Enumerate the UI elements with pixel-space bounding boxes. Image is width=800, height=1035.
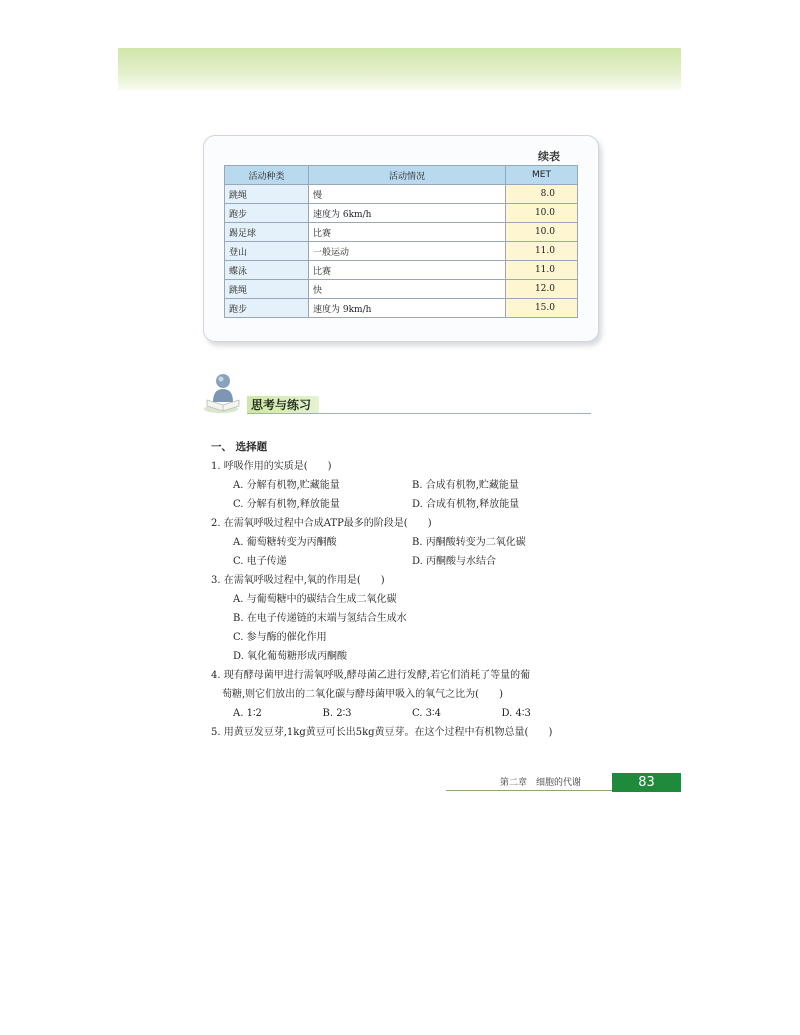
cell-detail: 慢 (309, 185, 506, 204)
option-a: A. 1∶2 (233, 708, 262, 719)
question-stem: 4. 现有酵母菌甲进行需氧呼吸,酵母菌乙进行发酵,若它们消耗了等量的葡 (211, 670, 531, 681)
option-c: C. 3∶4 (412, 708, 441, 719)
cell-met: 8.0 (506, 185, 578, 204)
table-row (225, 204, 578, 223)
cell-met: 10.0 (506, 223, 578, 242)
question-4 (211, 666, 591, 723)
option-row (211, 704, 591, 723)
cell-met: 11.0 (506, 242, 578, 261)
page-number: 83 (612, 773, 681, 792)
table-row (225, 261, 578, 280)
section-title: 思考与练习 (247, 396, 319, 414)
table-row (225, 185, 578, 204)
reading-person-icon (203, 372, 243, 414)
table-row (225, 223, 578, 242)
section-header (203, 372, 591, 418)
option-d: D. 丙酮酸与水结合 (412, 556, 497, 567)
option-row (211, 495, 591, 514)
option-b: B. 合成有机物,贮藏能量 (412, 480, 519, 491)
table-row (225, 280, 578, 299)
option-d: D. 合成有机物,释放能量 (412, 499, 520, 510)
question-stem: 5. 用黄豆发豆芽,1kg黄豆可长出5kg黄豆芽。在这个过程中有机物总量( ) (211, 727, 553, 738)
cell-detail: 快 (309, 280, 506, 299)
cell-activity: 踢足球 (225, 223, 309, 242)
cell-activity: 跳绳 (225, 185, 309, 204)
table-row (225, 242, 578, 261)
top-decor-band (118, 48, 681, 90)
option-b: B. 在电子传递链的末端与氢结合生成水 (233, 613, 407, 624)
question-2 (211, 514, 591, 571)
cell-detail: 比赛 (309, 261, 506, 280)
question-3 (211, 571, 591, 666)
option-a: A. 葡萄糖转变为丙酮酸 (233, 537, 337, 548)
page-footer (446, 772, 681, 792)
question-stem: 1. 呼吸作用的实质是( ) (211, 461, 332, 472)
cell-activity: 跳绳 (225, 280, 309, 299)
question-stem: 2. 在需氧呼吸过程中合成ATP最多的阶段是( ) (211, 518, 432, 529)
option-a: A. 与葡萄糖中的碳结合生成二氧化碳 (233, 594, 397, 605)
table-row (225, 299, 578, 318)
cell-met: 11.0 (506, 261, 578, 280)
cell-activity: 蝶泳 (225, 261, 309, 280)
cell-detail: 一般运动 (309, 242, 506, 261)
option-d: D. 氧化葡萄糖形成丙酮酸 (233, 651, 348, 662)
option-d: D. 4∶3 (501, 708, 531, 719)
cell-activity: 登山 (225, 242, 309, 261)
option-c: C. 分解有机物,释放能量 (233, 499, 340, 510)
footer-divider (446, 790, 612, 791)
header-activity-detail: 活动情况 (309, 166, 506, 185)
question-1 (211, 457, 591, 514)
option-b: B. 丙酮酸转变为二氧化碳 (412, 537, 526, 548)
met-table-card (203, 135, 599, 342)
header-activity-type: 活动种类 (225, 166, 309, 185)
cell-activity: 跑步 (225, 204, 309, 223)
question-stem: 3. 在需氧呼吸过程中,氧的作用是( ) (211, 575, 385, 586)
exercise-list (211, 438, 591, 742)
section-divider (247, 413, 591, 414)
option-b: B. 2∶3 (322, 708, 352, 719)
header-met: MET (506, 166, 578, 185)
option-row (211, 476, 591, 495)
question-5 (211, 723, 591, 742)
cell-met: 10.0 (506, 204, 578, 223)
cell-detail: 比赛 (309, 223, 506, 242)
cell-detail: 速度为 6km/h (309, 204, 506, 223)
cell-detail: 速度为 9km/h (309, 299, 506, 318)
cell-met: 15.0 (506, 299, 578, 318)
option-a: A. 分解有机物,贮藏能量 (233, 480, 340, 491)
part-title: 一、 选择题 (211, 441, 268, 453)
option-c: C. 电子传递 (233, 556, 287, 567)
met-table (224, 165, 578, 318)
chapter-title: 第二章 细胞的代谢 (500, 778, 582, 788)
option-row (211, 533, 591, 552)
continued-label: 续表 (538, 150, 560, 163)
cell-activity: 跑步 (225, 299, 309, 318)
cell-met: 12.0 (506, 280, 578, 299)
question-stem-continued: 萄糖,则它们放出的二氧化碳与酵母菌甲吸入的氧气之比为( ) (222, 689, 503, 700)
option-row (211, 552, 591, 571)
table-header-row (225, 166, 578, 185)
option-c: C. 参与酶的催化作用 (233, 632, 327, 643)
